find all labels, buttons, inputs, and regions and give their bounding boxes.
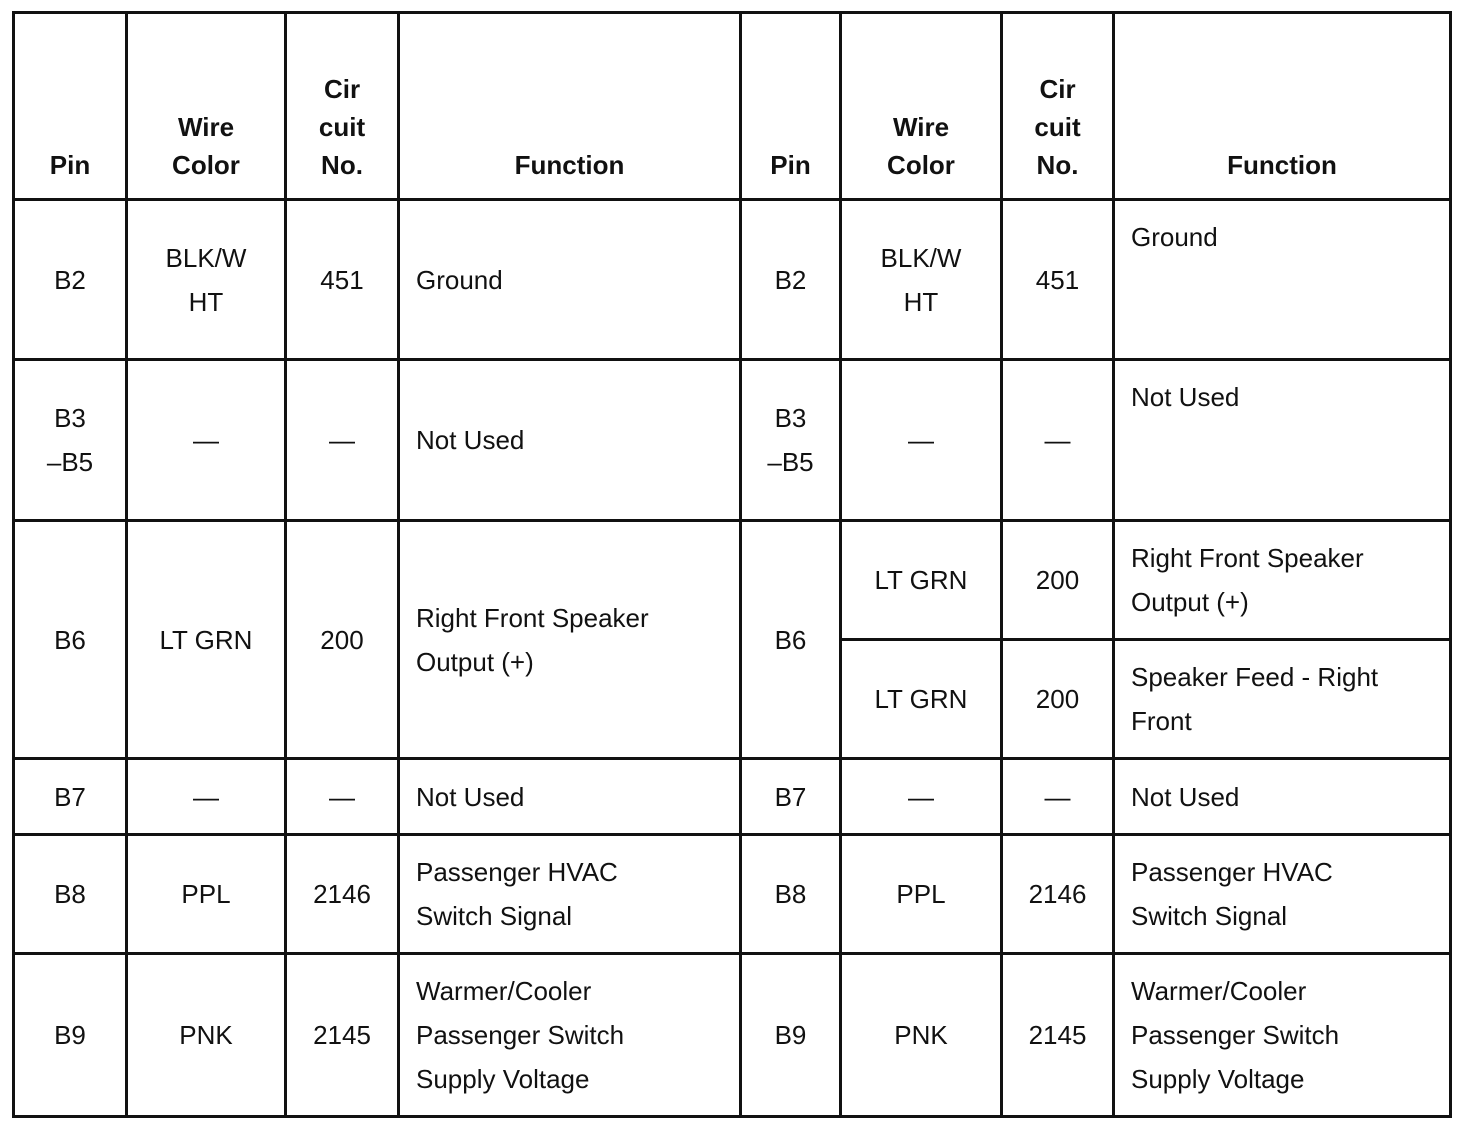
wire-color-cell: BLK/W HT [841, 200, 1002, 360]
function-cell: Warmer/Cooler Passenger Switch Supply Voltage [399, 954, 741, 1117]
wire-color-cell: — [841, 759, 1002, 835]
wire-color-cell: LT GRN [127, 521, 286, 759]
pin-cell: B3 –B5 [14, 360, 127, 521]
circuit-cell: 200 [1002, 521, 1114, 640]
pin-function-table [12, 11, 1452, 1118]
header-pin-right: Pin [741, 13, 841, 200]
pin-cell: B9 [14, 954, 127, 1117]
wire-color-cell: — [841, 360, 1002, 521]
table-row [14, 759, 1451, 835]
circuit-cell: 2146 [1002, 835, 1114, 954]
pin-cell: B8 [14, 835, 127, 954]
header-wire-color-left: Wire Color [127, 13, 286, 200]
header-wire-color-right: Wire Color [841, 13, 1002, 200]
pin-cell: B2 [14, 200, 127, 360]
pin-cell: B3 –B5 [741, 360, 841, 521]
wire-color-cell: — [127, 360, 286, 521]
circuit-cell: 200 [1002, 640, 1114, 759]
function-cell: Speaker Feed - Right Front [1114, 640, 1451, 759]
function-cell: Not Used [1114, 759, 1451, 835]
circuit-cell: — [286, 759, 399, 835]
wire-color-cell: LT GRN [841, 521, 1002, 640]
wire-color-cell: PNK [841, 954, 1002, 1117]
table-row [14, 521, 1451, 640]
function-cell: Passenger HVAC Switch Signal [1114, 835, 1451, 954]
circuit-cell: 2145 [1002, 954, 1114, 1117]
table-row [14, 835, 1451, 954]
table-row [14, 200, 1451, 360]
function-cell: Right Front Speaker Output (+) [1114, 521, 1451, 640]
wire-color-cell: BLK/W HT [127, 200, 286, 360]
function-cell: Not Used [1114, 360, 1451, 521]
circuit-cell: 451 [1002, 200, 1114, 360]
pin-cell: B2 [741, 200, 841, 360]
header-circuit-no-right: Cir cuit No. [1002, 13, 1114, 200]
circuit-cell: — [286, 360, 399, 521]
header-function-left: Function [399, 13, 741, 200]
circuit-cell: — [1002, 759, 1114, 835]
pin-cell: B6 [741, 521, 841, 759]
pin-cell: B7 [14, 759, 127, 835]
table-row [14, 360, 1451, 521]
circuit-cell: 451 [286, 200, 399, 360]
pin-cell: B8 [741, 835, 841, 954]
circuit-cell: — [1002, 360, 1114, 521]
pin-cell: B9 [741, 954, 841, 1117]
wire-color-cell: PPL [127, 835, 286, 954]
function-cell: Ground [1114, 200, 1451, 360]
wire-color-cell: PNK [127, 954, 286, 1117]
wire-color-cell: PPL [841, 835, 1002, 954]
header-function-right: Function [1114, 13, 1451, 200]
wire-color-cell: LT GRN [841, 640, 1002, 759]
circuit-cell: 2146 [286, 835, 399, 954]
function-cell: Warmer/Cooler Passenger Switch Supply Voltage [1114, 954, 1451, 1117]
function-cell: Not Used [399, 759, 741, 835]
function-cell: Ground [399, 200, 741, 360]
function-cell: Right Front Speaker Output (+) [399, 521, 741, 759]
function-cell: Not Used [399, 360, 741, 521]
table-row [14, 954, 1451, 1117]
header-circuit-no-left: Cir cuit No. [286, 13, 399, 200]
function-cell: Passenger HVAC Switch Signal [399, 835, 741, 954]
circuit-cell: 200 [286, 521, 399, 759]
wire-color-cell: — [127, 759, 286, 835]
pin-cell: B6 [14, 521, 127, 759]
header-row [14, 13, 1451, 200]
circuit-cell: 2145 [286, 954, 399, 1117]
header-pin-left: Pin [14, 13, 127, 200]
pin-cell: B7 [741, 759, 841, 835]
